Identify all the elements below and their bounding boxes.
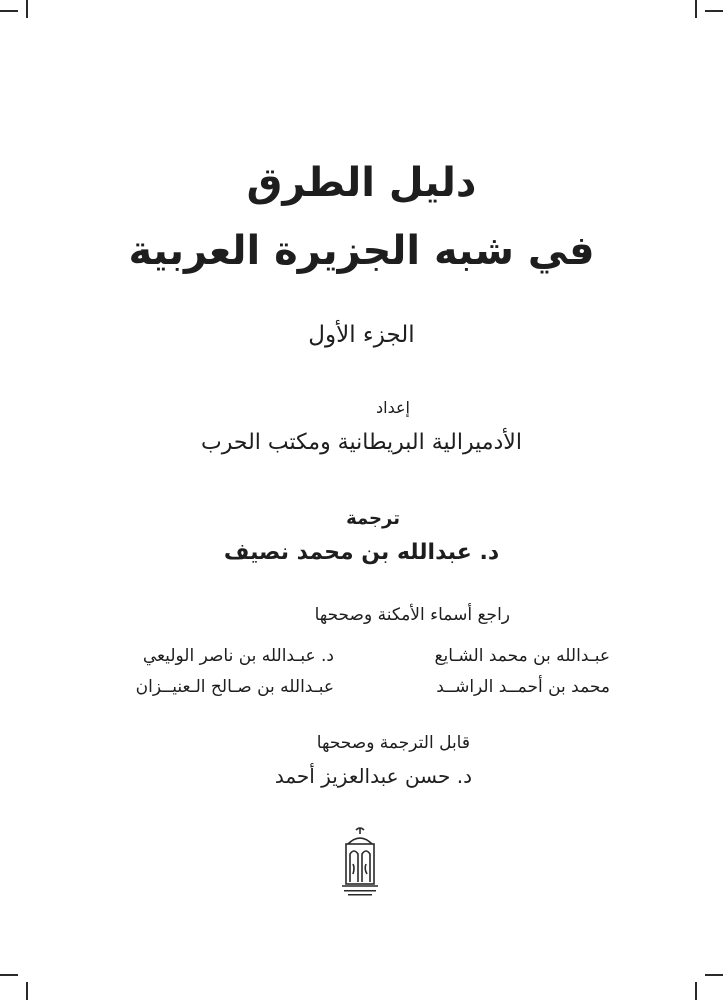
review-label: راجع أسماء الأمكنة وصححها <box>314 605 510 625</box>
book-title-line-2: في شبه الجزيرة العربية <box>128 228 595 274</box>
preparation-label: إعداد <box>376 398 410 417</box>
crop-mark-bottom-left-h <box>0 974 18 976</box>
crop-mark-top-right-v <box>695 0 697 18</box>
crop-mark-top-left-v <box>26 0 28 18</box>
crop-mark-bottom-right-v <box>695 982 697 1000</box>
crop-mark-top-right-h <box>705 10 723 12</box>
reviewer-name: عبـدالله بن صـالح الـعنيــزان <box>135 677 334 697</box>
crop-mark-bottom-right-h <box>705 974 723 976</box>
reviewer-name: محمد بن أحمــد الراشــد <box>436 677 610 697</box>
volume-label: الجزء الأول <box>308 322 415 348</box>
preparation-name: الأدميرالية البريطانية ومكتب الحرب <box>201 430 522 455</box>
publisher-logo-icon <box>330 824 390 902</box>
book-title-line-1: دليل الطرق <box>246 160 477 206</box>
reviewer-name: عبـدالله بن محمد الشـايع <box>434 646 610 666</box>
checking-label: قابل الترجمة وصححها <box>316 733 470 753</box>
translation-label: ترجمة <box>346 508 400 529</box>
translator-name: د. عبدالله بن محمد نصيف <box>223 540 500 565</box>
reviewer-name: د. عبـدالله بن ناصر الوليعي <box>142 646 334 666</box>
crop-mark-bottom-left-v <box>26 982 28 1000</box>
crop-mark-top-left-h <box>0 10 18 12</box>
checker-name: د. حسن عبدالعزيز أحمد <box>274 764 472 788</box>
